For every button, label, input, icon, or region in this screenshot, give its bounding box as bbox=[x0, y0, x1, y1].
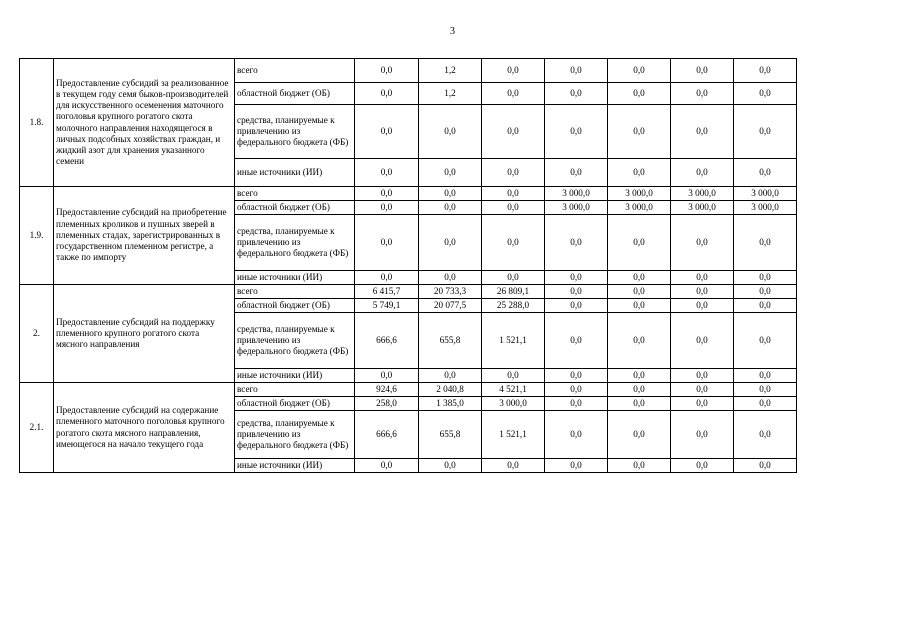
funding-source: областной бюджет (ОБ) bbox=[235, 299, 355, 313]
amount-cell: 0,0 bbox=[734, 411, 797, 459]
amount-cell: 3 000,0 bbox=[734, 201, 797, 215]
amount-cell: 0,0 bbox=[734, 383, 797, 397]
amount-cell: 0,0 bbox=[419, 159, 482, 187]
funding-source: иные источники (ИИ) bbox=[235, 271, 355, 285]
amount-cell: 0,0 bbox=[419, 459, 482, 473]
amount-cell: 0,0 bbox=[608, 299, 671, 313]
amount-cell: 0,0 bbox=[355, 83, 419, 105]
amount-cell: 0,0 bbox=[482, 59, 545, 83]
funding-source: областной бюджет (ОБ) bbox=[235, 397, 355, 411]
funding-source: всего bbox=[235, 285, 355, 299]
amount-cell: 0,0 bbox=[482, 105, 545, 159]
amount-cell: 3 000,0 bbox=[734, 187, 797, 201]
amount-cell: 0,0 bbox=[482, 159, 545, 187]
amount-cell: 0,0 bbox=[671, 369, 734, 383]
amount-cell: 0,0 bbox=[545, 411, 608, 459]
amount-cell: 3 000,0 bbox=[671, 201, 734, 215]
funding-source: иные источники (ИИ) bbox=[235, 459, 355, 473]
amount-cell: 26 809,1 bbox=[482, 285, 545, 299]
amount-cell: 0,0 bbox=[671, 299, 734, 313]
amount-cell: 0,0 bbox=[671, 59, 734, 83]
amount-cell: 0,0 bbox=[545, 271, 608, 285]
amount-cell: 0,0 bbox=[734, 397, 797, 411]
item-description: Предоставление субсидий за реализованное в текущем году семя быков-производителей для искусственного осеменения маточного поголовья крупного рогатого скота молочного направления находящегося в личных подсобных хозяйствах граждан, и жидкий азот для хранения указанного семени bbox=[54, 59, 235, 187]
funding-source: областной бюджет (ОБ) bbox=[235, 201, 355, 215]
table-row bbox=[20, 59, 797, 83]
amount-cell: 0,0 bbox=[734, 299, 797, 313]
amount-cell: 5 749,1 bbox=[355, 299, 419, 313]
amount-cell: 20 077,5 bbox=[419, 299, 482, 313]
amount-cell: 0,0 bbox=[482, 369, 545, 383]
funding-source: областной бюджет (ОБ) bbox=[235, 83, 355, 105]
item-number: 2. bbox=[20, 285, 54, 383]
amount-cell: 0,0 bbox=[355, 215, 419, 271]
amount-cell: 0,0 bbox=[608, 459, 671, 473]
amount-cell: 655,8 bbox=[419, 313, 482, 369]
amount-cell: 0,0 bbox=[355, 105, 419, 159]
funding-source: всего bbox=[235, 187, 355, 201]
amount-cell: 0,0 bbox=[482, 215, 545, 271]
amount-cell: 0,0 bbox=[419, 105, 482, 159]
amount-cell: 0,0 bbox=[608, 285, 671, 299]
amount-cell: 0,0 bbox=[482, 83, 545, 105]
amount-cell: 0,0 bbox=[545, 59, 608, 83]
amount-cell: 3 000,0 bbox=[545, 187, 608, 201]
amount-cell: 0,0 bbox=[545, 383, 608, 397]
funding-source: средства, планируемые к привлечению из федерального бюджета (ФБ) bbox=[235, 105, 355, 159]
amount-cell: 25 288,0 bbox=[482, 299, 545, 313]
amount-cell: 0,0 bbox=[545, 459, 608, 473]
amount-cell: 0,0 bbox=[482, 271, 545, 285]
amount-cell: 0,0 bbox=[419, 187, 482, 201]
amount-cell: 1 385,0 bbox=[419, 397, 482, 411]
amount-cell: 0,0 bbox=[608, 313, 671, 369]
amount-cell: 0,0 bbox=[545, 215, 608, 271]
amount-cell: 0,0 bbox=[545, 397, 608, 411]
amount-cell: 0,0 bbox=[419, 271, 482, 285]
amount-cell: 0,0 bbox=[545, 285, 608, 299]
amount-cell: 0,0 bbox=[671, 105, 734, 159]
amount-cell: 1,2 bbox=[419, 83, 482, 105]
funding-source: всего bbox=[235, 383, 355, 397]
amount-cell: 924,6 bbox=[355, 383, 419, 397]
amount-cell: 0,0 bbox=[608, 105, 671, 159]
amount-cell: 666,6 bbox=[355, 411, 419, 459]
table-row bbox=[20, 187, 797, 201]
amount-cell: 0,0 bbox=[482, 459, 545, 473]
amount-cell: 1,2 bbox=[419, 59, 482, 83]
amount-cell: 1 521,1 bbox=[482, 313, 545, 369]
amount-cell: 0,0 bbox=[671, 397, 734, 411]
amount-cell: 0,0 bbox=[545, 159, 608, 187]
amount-cell: 0,0 bbox=[734, 83, 797, 105]
amount-cell: 0,0 bbox=[419, 215, 482, 271]
amount-cell: 0,0 bbox=[545, 105, 608, 159]
amount-cell: 0,0 bbox=[355, 201, 419, 215]
amount-cell: 0,0 bbox=[608, 271, 671, 285]
amount-cell: 0,0 bbox=[355, 459, 419, 473]
amount-cell: 0,0 bbox=[355, 187, 419, 201]
amount-cell: 0,0 bbox=[608, 369, 671, 383]
amount-cell: 0,0 bbox=[608, 215, 671, 271]
amount-cell: 0,0 bbox=[734, 285, 797, 299]
amount-cell: 0,0 bbox=[671, 83, 734, 105]
table-row bbox=[20, 383, 797, 397]
amount-cell: 0,0 bbox=[545, 299, 608, 313]
amount-cell: 0,0 bbox=[608, 397, 671, 411]
amount-cell: 0,0 bbox=[734, 105, 797, 159]
amount-cell: 0,0 bbox=[671, 313, 734, 369]
amount-cell: 0,0 bbox=[419, 201, 482, 215]
amount-cell: 0,0 bbox=[671, 459, 734, 473]
amount-cell: 2 040,8 bbox=[419, 383, 482, 397]
item-number: 2.1. bbox=[20, 383, 54, 473]
amount-cell: 0,0 bbox=[545, 369, 608, 383]
amount-cell: 0,0 bbox=[545, 313, 608, 369]
funding-source: всего bbox=[235, 59, 355, 83]
amount-cell: 3 000,0 bbox=[482, 397, 545, 411]
amount-cell: 0,0 bbox=[482, 187, 545, 201]
amount-cell: 0,0 bbox=[734, 369, 797, 383]
amount-cell: 0,0 bbox=[355, 159, 419, 187]
amount-cell: 0,0 bbox=[545, 83, 608, 105]
budget-table bbox=[19, 58, 797, 473]
funding-source: средства, планируемые к привлечению из федерального бюджета (ФБ) bbox=[235, 313, 355, 369]
amount-cell: 6 415,7 bbox=[355, 285, 419, 299]
amount-cell: 0,0 bbox=[608, 83, 671, 105]
amount-cell: 666,6 bbox=[355, 313, 419, 369]
amount-cell: 0,0 bbox=[482, 201, 545, 215]
amount-cell: 0,0 bbox=[671, 159, 734, 187]
amount-cell: 0,0 bbox=[608, 59, 671, 83]
item-description: Предоставление субсидий на приобретение племенных кроликов и пушных зверей в племенных стадах, зарегистрированных в государственном племенном регистре, а также по импорту bbox=[54, 187, 235, 285]
table-row bbox=[20, 285, 797, 299]
amount-cell: 0,0 bbox=[355, 369, 419, 383]
amount-cell: 0,0 bbox=[608, 383, 671, 397]
amount-cell: 0,0 bbox=[671, 271, 734, 285]
item-description: Предоставление субсидий на поддержку племенного крупного рогатого скота мясного направления bbox=[54, 285, 235, 383]
amount-cell: 3 000,0 bbox=[545, 201, 608, 215]
amount-cell: 20 733,3 bbox=[419, 285, 482, 299]
amount-cell: 0,0 bbox=[734, 271, 797, 285]
item-number: 1.9. bbox=[20, 187, 54, 285]
amount-cell: 0,0 bbox=[355, 59, 419, 83]
amount-cell: 3 000,0 bbox=[671, 187, 734, 201]
item-number: 1.8. bbox=[20, 59, 54, 187]
amount-cell: 0,0 bbox=[671, 411, 734, 459]
amount-cell: 0,0 bbox=[608, 411, 671, 459]
funding-source: средства, планируемые к привлечению из федерального бюджета (ФБ) bbox=[235, 215, 355, 271]
amount-cell: 0,0 bbox=[671, 383, 734, 397]
amount-cell: 0,0 bbox=[608, 159, 671, 187]
funding-source: средства, планируемые к привлечению из федерального бюджета (ФБ) bbox=[235, 411, 355, 459]
amount-cell: 4 521,1 bbox=[482, 383, 545, 397]
amount-cell: 0,0 bbox=[419, 369, 482, 383]
page-number: 3 bbox=[450, 26, 455, 37]
amount-cell: 0,0 bbox=[734, 215, 797, 271]
amount-cell: 0,0 bbox=[734, 459, 797, 473]
table-body bbox=[20, 59, 797, 473]
amount-cell: 0,0 bbox=[734, 59, 797, 83]
amount-cell: 0,0 bbox=[355, 271, 419, 285]
amount-cell: 655,8 bbox=[419, 411, 482, 459]
amount-cell: 0,0 bbox=[734, 159, 797, 187]
item-description: Предоставление субсидий на содержание племенного маточного поголовья крупного рогатого скота мясного направления, имеющегося на начало текущего года bbox=[54, 383, 235, 473]
amount-cell: 1 521,1 bbox=[482, 411, 545, 459]
amount-cell: 258,0 bbox=[355, 397, 419, 411]
amount-cell: 0,0 bbox=[671, 285, 734, 299]
funding-source: иные источники (ИИ) bbox=[235, 369, 355, 383]
amount-cell: 3 000,0 bbox=[608, 187, 671, 201]
amount-cell: 3 000,0 bbox=[608, 201, 671, 215]
amount-cell: 0,0 bbox=[734, 313, 797, 369]
funding-source: иные источники (ИИ) bbox=[235, 159, 355, 187]
amount-cell: 0,0 bbox=[671, 215, 734, 271]
